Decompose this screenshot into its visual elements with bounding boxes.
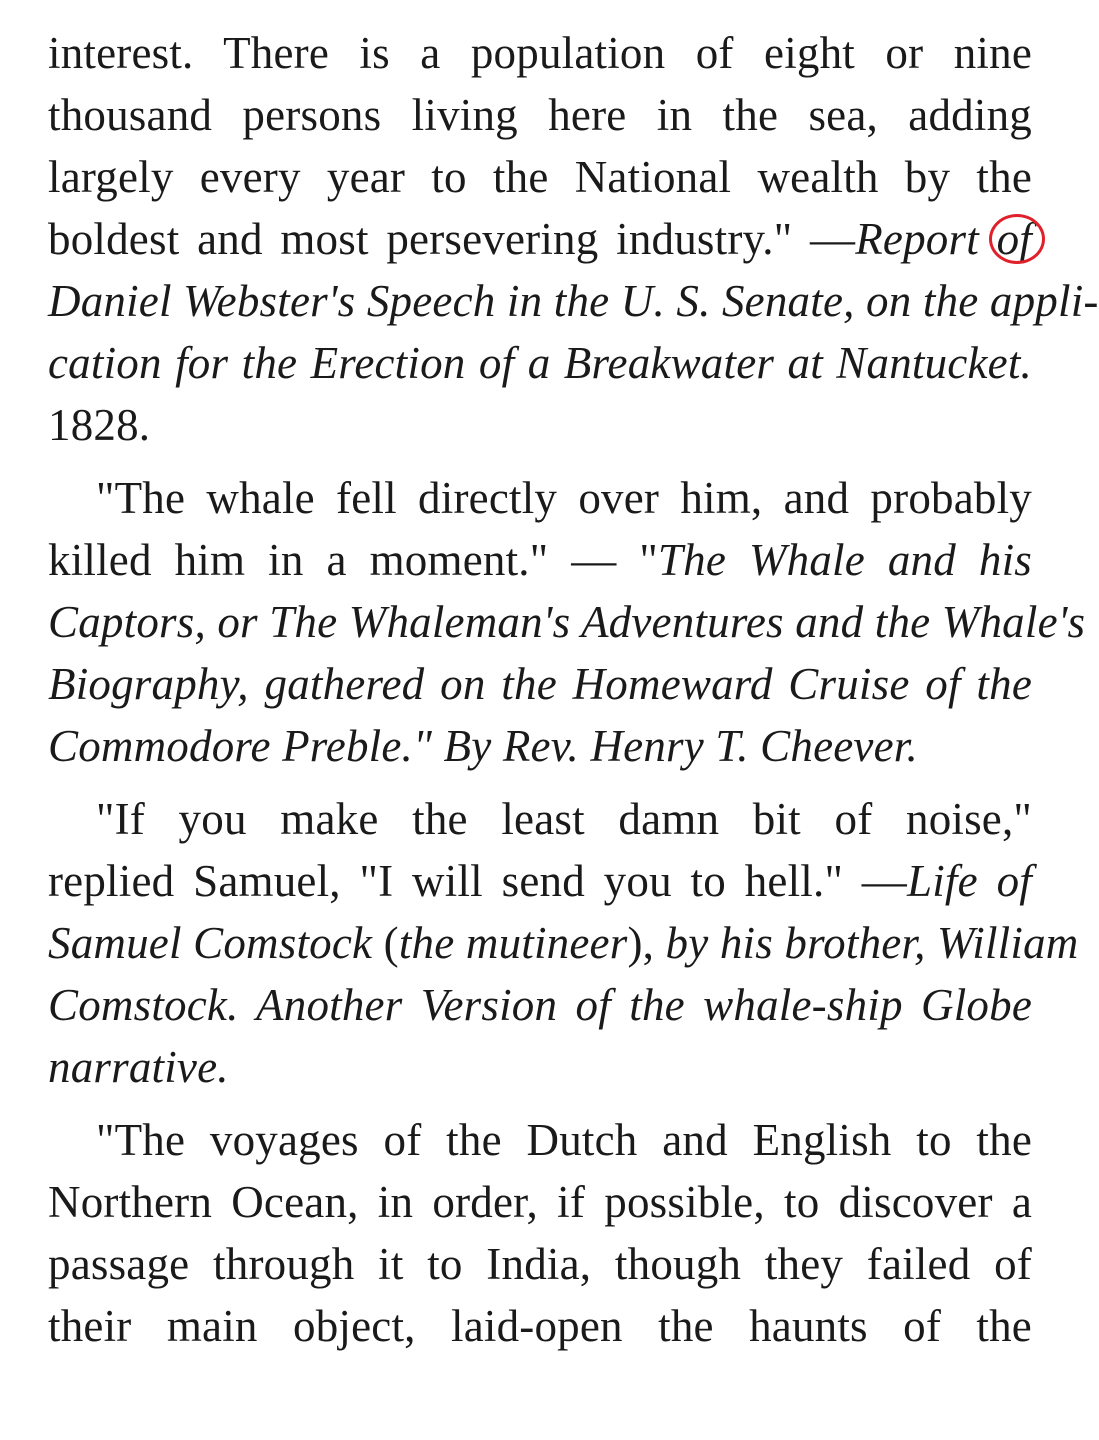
- text-run: thousand persons living here in the sea, adding: [48, 90, 1032, 140]
- text-line: [48, 850, 1032, 912]
- text-line: [48, 270, 1099, 332]
- text-line: [48, 1036, 1032, 1098]
- paragraph: [48, 788, 1079, 1098]
- paragraph: [48, 1109, 1032, 1357]
- text-line: [48, 22, 1032, 84]
- text-line: [48, 146, 1032, 208]
- text-run: (: [383, 918, 399, 968]
- text-line: [48, 912, 1079, 974]
- text-line: [48, 208, 1032, 270]
- text-run: Northern Ocean, in order, if possible, to discover a: [48, 1177, 1032, 1227]
- italic-text: The Whale and his: [657, 535, 1032, 585]
- italic-text: Life of: [907, 856, 1032, 906]
- italic-text: the mutineer: [398, 918, 628, 968]
- italic-text: Commodore Preble." By Rev. Henry T. Cheever.: [48, 721, 918, 771]
- document-page: [48, 22, 1099, 1357]
- text-line: [48, 394, 1032, 456]
- text-line: [48, 1233, 1032, 1295]
- italic-text: Biography, gathered on the Homeward Cruise of the: [48, 659, 1032, 709]
- text-line: [48, 788, 1032, 850]
- text-run: "If you make the least damn bit of noise,": [96, 794, 1032, 844]
- annotated-word: of: [997, 208, 1032, 270]
- text-line: [48, 467, 1032, 529]
- red-circle-annotation: [989, 214, 1045, 264]
- italic-text: Report: [855, 214, 997, 264]
- italic-text: Daniel Webster's Speech in the U. S. Senate, on the appli-: [48, 276, 1099, 326]
- text-run: passage through it to India, though they failed of: [48, 1239, 1032, 1289]
- text-line: [48, 591, 1086, 653]
- text-run: largely every year to the National wealth by the: [48, 152, 1032, 202]
- text-line: [48, 529, 1032, 591]
- text-line: [48, 1171, 1032, 1233]
- text-run: killed him in a moment." — ": [48, 535, 658, 585]
- text-line: [48, 332, 1032, 394]
- text-line: [48, 715, 1032, 777]
- text-line: [48, 1295, 1032, 1357]
- text-line: [48, 1109, 1032, 1171]
- text-line: [48, 84, 1032, 146]
- text-run: 1828.: [48, 400, 151, 450]
- text-line: [48, 653, 1032, 715]
- italic-text: Comstock. Another Version of the whale-ship Globe: [48, 980, 1032, 1030]
- italic-text: cation for the Erection of a Breakwater at Nantucket.: [48, 338, 1032, 388]
- text-run: boldest and most persevering industry." —: [48, 214, 856, 264]
- italic-text: Captors, or The Whaleman's Adventures and the Whale's: [48, 597, 1086, 647]
- text-run: ),: [627, 918, 666, 968]
- text-line: [48, 974, 1032, 1036]
- text-run: "The voyages of the Dutch and English to the: [96, 1115, 1032, 1165]
- text-run: their main object, laid-open the haunts of the: [48, 1301, 1032, 1351]
- paragraph: [48, 22, 1099, 456]
- italic-text: Samuel Comstock: [48, 918, 384, 968]
- text-run: "The whale fell directly over him, and probably: [96, 473, 1032, 523]
- text-run: interest. There is a population of eight or nine: [48, 28, 1032, 78]
- text-run: replied Samuel, "I will send you to hell." —: [48, 856, 907, 906]
- paragraph: [48, 467, 1086, 777]
- italic-text: by his brother, William: [665, 918, 1079, 968]
- italic-text: narrative.: [48, 1042, 229, 1092]
